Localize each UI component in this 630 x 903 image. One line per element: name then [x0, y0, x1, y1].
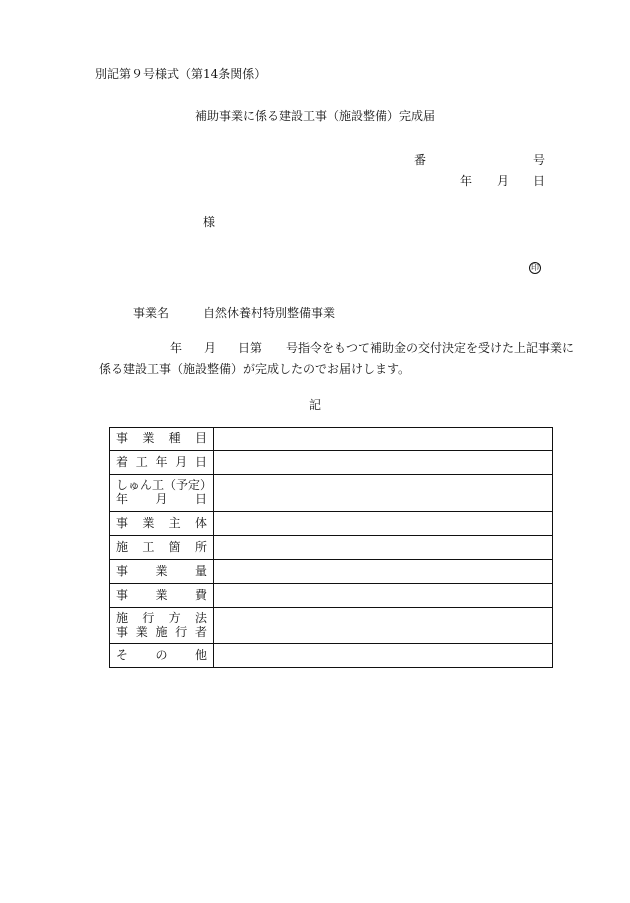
number-suffix: 号 [533, 153, 546, 167]
row-label [110, 584, 214, 608]
label-char: 行 [175, 624, 188, 639]
label-char: 法 [194, 610, 207, 625]
row-label [110, 536, 214, 560]
row-label [110, 512, 214, 536]
label-char: 方 [168, 610, 181, 625]
row-label [110, 560, 214, 584]
table-row [110, 560, 553, 584]
label-char: 施 [116, 610, 129, 625]
row-label-line [116, 517, 207, 531]
body-day-dai: 日第 [238, 341, 263, 355]
label-char: 年 [155, 454, 168, 469]
body-month: 月 [204, 341, 217, 355]
label-char: 事 [116, 587, 129, 602]
row-value-field[interactable] [214, 475, 553, 512]
label-char: 他 [194, 647, 207, 662]
label-char: 施 [155, 624, 168, 639]
label-char: 施 [116, 539, 129, 554]
table-row [110, 475, 553, 512]
label-char: 工 [142, 539, 155, 554]
row-label-line [116, 612, 207, 626]
label-char: 主 [168, 515, 181, 530]
label-char: 箇 [168, 539, 181, 554]
body-line-2: 係る建設工事（施設整備）が完成したのでお届けします。 [99, 362, 411, 376]
label-char: 行 [142, 610, 155, 625]
table-row [110, 536, 553, 560]
table-row [110, 451, 553, 475]
label-char: 日 [194, 492, 207, 506]
row-label [110, 428, 214, 451]
body-sentence-1: 号指令をもつて補助金の交付決定を受けた上記事業に [286, 341, 575, 355]
label-char: 量 [194, 563, 207, 578]
label-char: 事 [116, 563, 129, 578]
table-row [110, 512, 553, 536]
table-row [110, 608, 553, 644]
row-label [110, 644, 214, 668]
label-char: の [155, 647, 168, 662]
label-char: 日 [194, 454, 207, 469]
label-char: 工 [135, 454, 148, 469]
row-label [110, 451, 214, 475]
date-day-label: 日 [533, 174, 546, 188]
items-table [109, 427, 553, 668]
label-char: 者 [194, 624, 207, 639]
table-row [110, 584, 553, 608]
row-value-field[interactable] [214, 428, 553, 451]
label-char: 業 [155, 587, 168, 602]
row-value-field[interactable] [214, 608, 553, 644]
row-label-line [116, 478, 213, 493]
row-label-line [116, 565, 207, 579]
row-label-line [116, 456, 207, 470]
row-value-field[interactable] [214, 451, 553, 475]
label-char: 費 [194, 587, 207, 602]
row-value-field[interactable] [214, 584, 553, 608]
label-char: 年 [116, 492, 129, 506]
project-name-value: 自然休養村特別整備事業 [203, 306, 336, 320]
label-char: 事 [116, 515, 129, 530]
label-char: 業 [142, 431, 155, 446]
row-label-line [116, 493, 207, 507]
ki-heading: 記 [308, 398, 321, 412]
label-char: 事 [116, 624, 129, 639]
date-month-label: 月 [497, 174, 510, 188]
date-year-label: 年 [460, 174, 473, 188]
label-char: 体 [194, 515, 207, 530]
form-label: 別記第９号様式（第14条関係） [95, 67, 267, 81]
body-year: 年 [170, 341, 183, 355]
label-char: 月 [175, 454, 188, 469]
row-value-field[interactable] [214, 560, 553, 584]
row-label [110, 475, 214, 512]
row-label-line [116, 649, 207, 663]
row-label-line [116, 626, 207, 640]
table-row [110, 644, 553, 668]
row-value-field[interactable] [214, 512, 553, 536]
label-char: 月 [155, 492, 168, 506]
label-char: 業 [135, 624, 148, 639]
label-char: 事 [116, 431, 129, 446]
label-char: しゅん工（予定） [116, 478, 213, 493]
row-value-field[interactable] [214, 644, 553, 668]
label-char: 種 [168, 431, 181, 446]
row-label-line [116, 541, 207, 555]
label-char: 業 [155, 563, 168, 578]
addressee-honorific: 様 [203, 215, 216, 229]
label-char: 業 [142, 515, 155, 530]
table-row [110, 428, 553, 451]
row-label-line [116, 589, 207, 603]
number-label: 番 [414, 153, 427, 167]
document-title: 補助事業に係る建設工事（施設整備）完成届 [194, 109, 435, 123]
row-value-field[interactable] [214, 536, 553, 560]
label-char: そ [116, 647, 129, 662]
row-label-line [116, 432, 207, 446]
label-char: 着 [116, 454, 129, 469]
row-label [110, 608, 214, 644]
label-char: 目 [194, 431, 207, 446]
seal-icon: 印 [531, 263, 539, 272]
label-char: 所 [194, 539, 207, 554]
project-name-label: 事業名 [133, 306, 170, 320]
